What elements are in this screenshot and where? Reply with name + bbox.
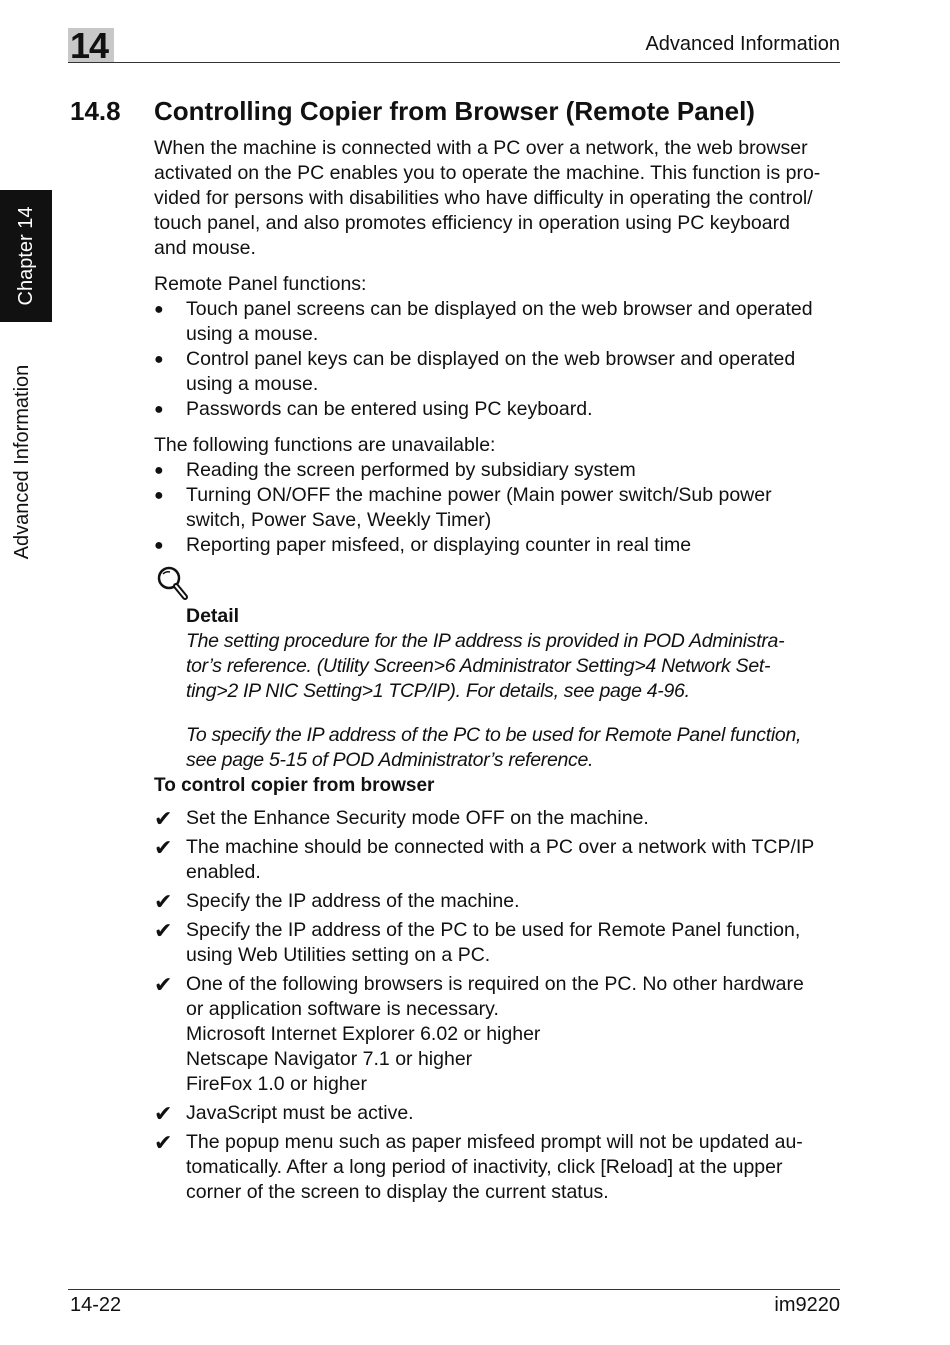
list-item xyxy=(154,835,844,885)
list-item xyxy=(154,297,844,347)
intro-line: touch panel, and also promotes efficiency in operation using PC keyboard xyxy=(154,212,790,234)
list-item-text: Reporting paper misfeed, or displaying counter in real time xyxy=(186,534,692,556)
list-item-text: One of the following browsers is required on the PC. No other hardware xyxy=(186,973,804,995)
checkmark-icon: ✔ xyxy=(154,972,173,997)
list-item-text: Set the Enhance Security mode OFF on the machine. xyxy=(186,807,649,829)
list-item xyxy=(154,458,844,483)
list-item-text: The popup menu such as paper misfeed prompt will not be updated au- xyxy=(186,1131,803,1153)
detail-line: To specify the IP address of the PC to be used for Remote Panel function, xyxy=(186,724,802,746)
intro-line: When the machine is connected with a PC over a network, the web browser xyxy=(154,137,808,159)
list-item xyxy=(154,1130,844,1205)
list-item-text: Specify the IP address of the PC to be used for Remote Panel function, xyxy=(186,919,801,941)
intro-line: activated on the PC enables you to operate the machine. This function is pro- xyxy=(154,162,821,184)
intro-line: vided for persons with disabilities who have difficulty in operating the control/ xyxy=(154,187,813,209)
list-item-text: Specify the IP address of the machine. xyxy=(186,890,520,912)
list-item-text: JavaScript must be active. xyxy=(186,1102,414,1124)
list-item xyxy=(154,397,844,422)
list-item-text: corner of the screen to display the current status. xyxy=(186,1181,609,1203)
list-item-text: using a mouse. xyxy=(186,373,319,395)
footer-rule xyxy=(68,1289,840,1290)
list-item-text: Microsoft Internet Explorer 6.02 or higher xyxy=(186,1023,541,1045)
list-item xyxy=(154,889,844,914)
chapter-number: 14 xyxy=(70,25,109,66)
detail-paragraph xyxy=(186,629,844,704)
unavailable-heading: The following functions are unavailable: xyxy=(154,434,496,456)
list-item-text: using a mouse. xyxy=(186,323,319,345)
detail-line: tor’s reference. (Utility Screen>6 Administrator Setting>4 Network Set- xyxy=(186,655,771,677)
detail-line: see page 5-15 of POD Administrator’s reference. xyxy=(186,749,594,771)
checkmark-icon: ✔ xyxy=(154,1130,173,1155)
bullet-icon: ● xyxy=(154,487,164,504)
checkmark-icon: ✔ xyxy=(154,918,173,943)
magnifier-icon xyxy=(154,564,190,604)
checkmark-icon: ✔ xyxy=(154,1101,173,1126)
list-item-text: Touch panel screens can be displayed on the web browser and operated xyxy=(186,298,813,320)
list-item-text: Control panel keys can be displayed on the web browser and operated xyxy=(186,348,796,370)
list-item-text: using Web Utilities setting on a PC. xyxy=(186,944,491,966)
bullet-icon: ● xyxy=(154,401,164,418)
list-item xyxy=(154,1101,844,1126)
list-item xyxy=(154,806,844,831)
list-item-text: The machine should be connected with a PC over a network with TCP/IP xyxy=(186,836,815,858)
page-number: 14-22 xyxy=(70,1294,122,1316)
list-item-text: Netscape Navigator 7.1 or higher xyxy=(186,1048,473,1070)
section-number: 14.8 xyxy=(70,96,121,126)
bullet-icon: ● xyxy=(154,537,164,554)
detail-paragraph xyxy=(186,723,844,773)
checkmark-icon: ✔ xyxy=(154,806,173,831)
procedure-list xyxy=(154,806,844,1205)
list-item-text: FireFox 1.0 or higher xyxy=(186,1073,367,1095)
list-item xyxy=(154,533,844,558)
section-title: Controlling Copier from Browser (Remote Panel) xyxy=(154,96,755,126)
checkmark-icon: ✔ xyxy=(154,889,173,914)
list-item xyxy=(154,972,844,1097)
page-content xyxy=(154,136,844,1205)
bullet-icon: ● xyxy=(154,462,164,479)
side-chapter-label: Chapter 14 xyxy=(15,206,37,306)
list-item xyxy=(154,347,844,397)
model-name: im9220 xyxy=(774,1294,840,1316)
checkmark-icon: ✔ xyxy=(154,835,173,860)
procedure-heading: To control copier from browser xyxy=(154,775,435,796)
list-item-text: Reading the screen performed by subsidiary system xyxy=(186,459,636,481)
bullet-icon: ● xyxy=(154,351,164,368)
list-item-text: Turning ON/OFF the machine power (Main power switch/Sub power xyxy=(186,484,772,506)
functions-list xyxy=(154,297,844,422)
detail-block xyxy=(154,604,844,773)
list-item xyxy=(154,483,844,533)
functions-heading: Remote Panel functions: xyxy=(154,273,367,295)
list-item-text: or application software is necessary. xyxy=(186,998,499,1020)
list-item-text: switch, Power Save, Weekly Timer) xyxy=(186,509,492,531)
detail-heading: Detail xyxy=(186,605,240,627)
detail-line: ting>2 IP NIC Setting>1 TCP/IP). For details, see page 4-96. xyxy=(186,680,690,702)
header-section-title: Advanced Information xyxy=(645,33,840,55)
list-item xyxy=(154,918,844,968)
list-item-text: enabled. xyxy=(186,861,261,883)
side-section-label: Advanced Information xyxy=(11,364,33,560)
unavailable-list xyxy=(154,458,844,558)
list-item-text: Passwords can be entered using PC keyboard. xyxy=(186,398,593,420)
header-rule xyxy=(68,62,840,63)
bullet-icon: ● xyxy=(154,301,164,318)
list-item-text: tomatically. After a long period of inactivity, click [Reload] at the upper xyxy=(186,1156,783,1178)
intro-line: and mouse. xyxy=(154,237,256,259)
intro-paragraph xyxy=(154,136,844,261)
detail-line: The setting procedure for the IP address is provided in POD Administra- xyxy=(186,630,785,652)
